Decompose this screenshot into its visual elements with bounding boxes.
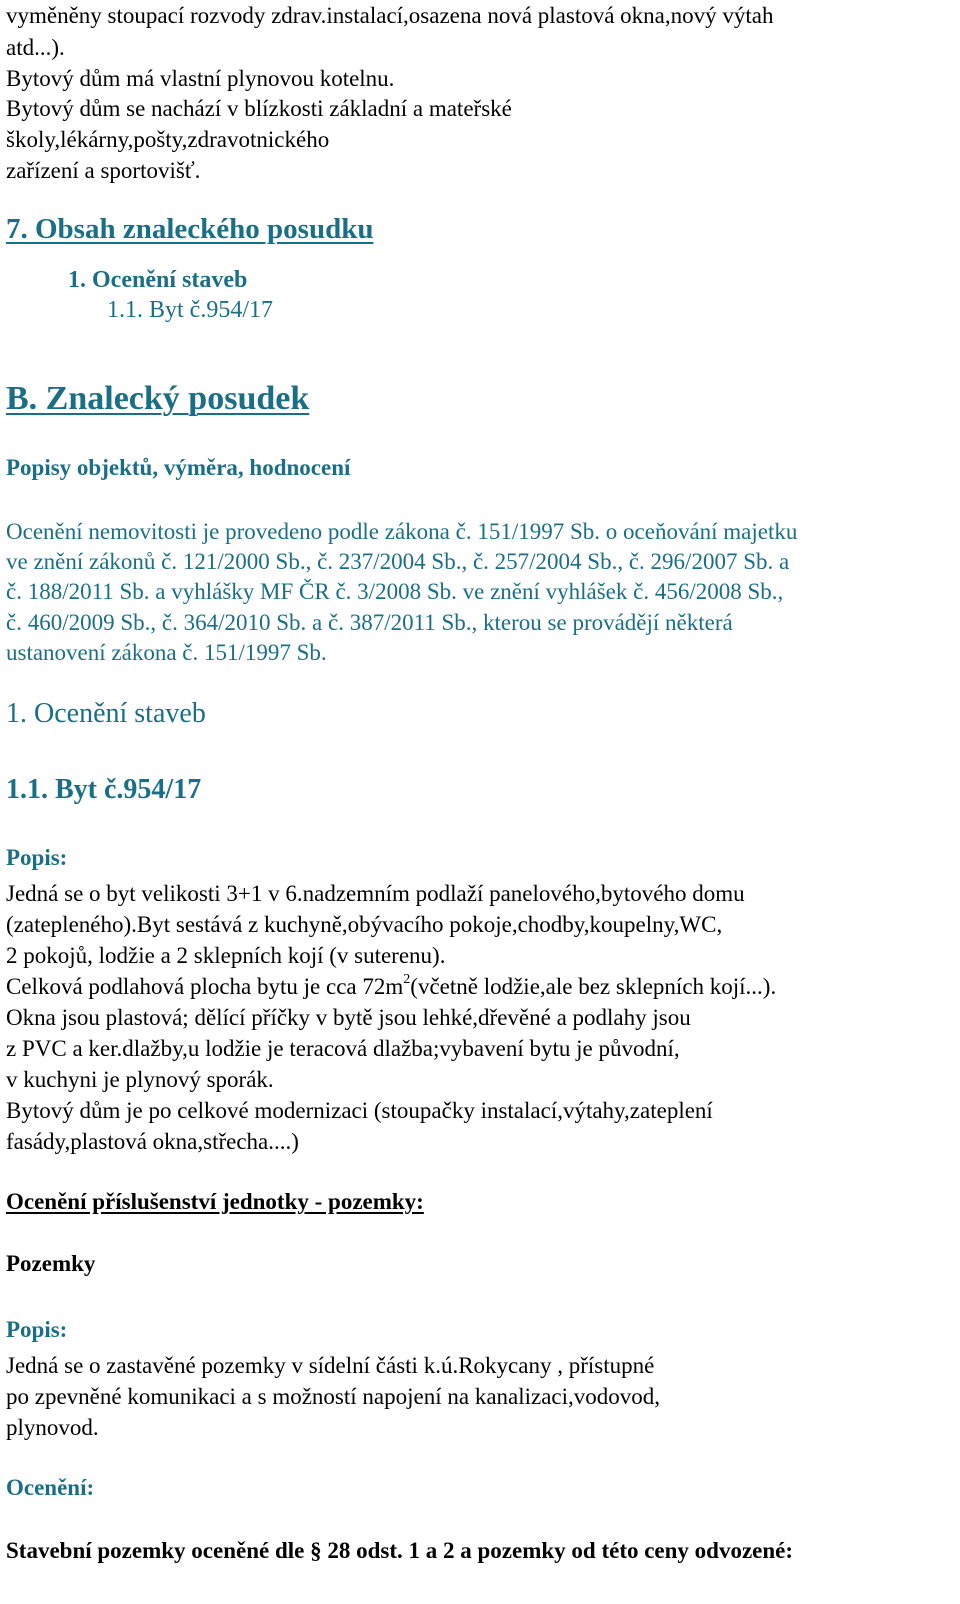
pozemky-heading: Pozemky [6,1251,96,1276]
staveb-heading: 1. Ocenění staveb [6,698,206,729]
byt-popis-label: Popis: [6,845,68,870]
legal-line-5: ustanovení zákona č. 151/1997 Sb. [6,640,327,665]
byt-desc-line-7: v kuchyni je plynový sporák. [6,1067,274,1092]
byt-area-pre: Celková podlahová plocha bytu je cca 72m [6,974,404,999]
byt-desc-line-3: 2 pokojů, lodžie a 2 sklepních kojí (v suterenu). [6,943,446,968]
pozemky-line-2: po zpevněné komunikaci a s možností napojení na kanalizaci,vodovod, [6,1384,661,1409]
intro-line-3: Bytový dům má vlastní plynovou kotelnu. [6,66,395,91]
legal-line-4: č. 460/2009 Sb., č. 364/2010 Sb. a č. 387/2011 Sb., kterou se provádějí některá [6,610,733,635]
contents-item-1-1: 1.1. Byt č.954/17 [107,297,273,323]
intro-line-5: školy,lékárny,pošty,zdravotnického [6,127,330,152]
oceneni-label: Ocenění: [6,1475,95,1500]
legal-line-1: Ocenění nemovitosti je provedeno podle zákona č. 151/1997 Sb. o oceňování majetku [6,519,798,544]
pozemky-line-1: Jedná se o zastavěné pozemky v sídelní části k.ú.Rokycany , přístupné [6,1353,655,1378]
byt-desc-line-2: (zatepleného).Byt sestává z kuchyně,obývacího pokoje,chodby,koupelny,WC, [6,912,723,937]
intro-line-2: atd...). [6,35,65,60]
pozemky-popis-label: Popis: [6,1317,68,1342]
intro-line-4: Bytový dům se nachází v blízkosti základní a mateřské [6,96,512,121]
prislusenstvi-heading: Ocenění příslušenství jednotky - pozemky: [6,1189,424,1214]
byt-desc-line-5: Okna jsou plastová; dělící příčky v bytě jsou lehké,dřevěné a podlahy jsou [6,1005,691,1030]
legal-line-2: ve znění zákonů č. 121/2000 Sb., č. 237/2004 Sb., č. 257/2004 Sb., č. 296/2007 Sb. a [6,549,790,574]
byt-area-line [6,972,777,999]
contents-heading: 7. Obsah znaleckého posudku [6,213,374,245]
byt-desc-line-9: fasády,plastová okna,střecha....) [6,1129,299,1154]
byt-desc-line-1: Jedná se o byt velikosti 3+1 v 6.nadzemním podlaží panelového,bytového domu [6,881,745,906]
contents-item-1: 1. Ocenění staveb [68,267,248,293]
byt-area-sup: 2 [403,972,411,987]
stavebni-pozemky-line: Stavební pozemky oceněné dle § 28 odst. 1 a 2 a pozemky od této ceny odvozené: [6,1538,794,1563]
byt-desc-line-6: z PVC a ker.dlažby,u lodžie je teracová dlažba;vybavení bytu je původní, [6,1036,680,1061]
section-b-heading: B. Znalecký posudek [6,380,310,417]
section-b-subheading: Popisy objektů, výměra, hodnocení [6,455,351,480]
intro-line-6: zařízení a sportovišť. [6,158,201,183]
byt-desc-line-8: Bytový dům je po celkové modernizaci (stoupačky instalací,výtahy,zateplení [6,1098,713,1123]
byt-area-post: (včetně lodžie,ale bez sklepních kojí...). [410,974,777,999]
legal-line-3: č. 188/2011 Sb. a vyhlášky MF ČR č. 3/2008 Sb. ve znění vyhlášek č. 456/2008 Sb., [6,579,784,604]
byt-heading: 1.1. Byt č.954/17 [6,774,202,805]
pozemky-line-3: plynovod. [6,1415,99,1440]
intro-line-1: vyměněny stoupací rozvody zdrav.instalací,osazena nová plastová okna,nový výtah [6,3,774,28]
